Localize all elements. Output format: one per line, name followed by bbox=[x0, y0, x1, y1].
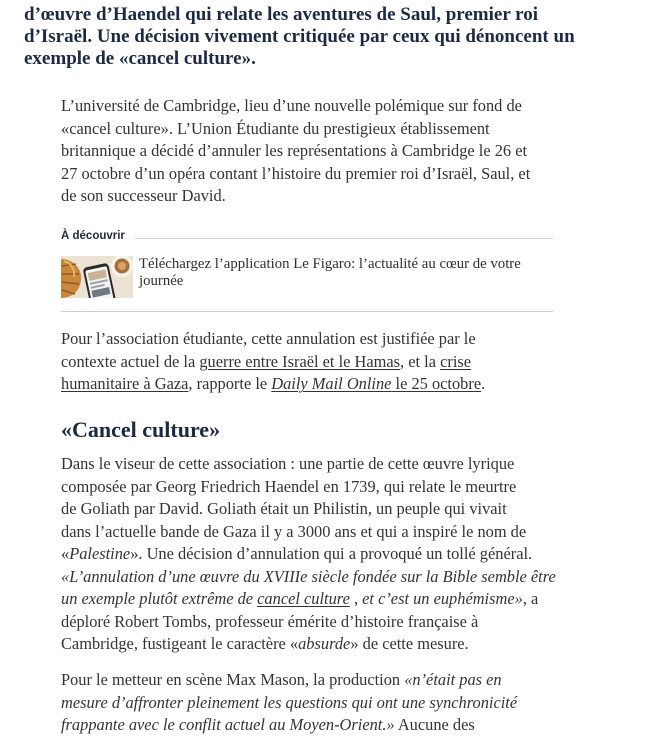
paragraph-line: de son successeur David. bbox=[61, 186, 226, 205]
paragraph-line bbox=[61, 351, 485, 374]
quote-segment: «n’était pas en bbox=[404, 670, 502, 689]
paragraph-line: L’université de Cambridge, lieu d’une nouvelle polémique sur fond de bbox=[61, 96, 522, 115]
paragraph-line bbox=[61, 714, 517, 737]
text-segment: Pour le metteur en scène Max Mason, la production bbox=[61, 670, 405, 689]
paragraph-line bbox=[61, 588, 556, 611]
paragraph-line bbox=[61, 328, 485, 351]
quote-segment: , et c’est un euphémisme» bbox=[349, 589, 523, 608]
app-promo-thumbnail[interactable] bbox=[61, 256, 133, 298]
lede-line: d’Israël. Une décision vivement critiquée par ceux qui dénoncent un bbox=[24, 26, 575, 47]
paragraph-context bbox=[61, 328, 485, 396]
text-segment: , rapporte le bbox=[188, 374, 272, 393]
text-segment: de Goliath par David. Goliath était un Philistin, un peuple qui vivait bbox=[61, 499, 507, 518]
text-segment: « bbox=[61, 544, 70, 563]
link-crise-humanitaire-gaza[interactable]: humanitaire à Gaza bbox=[61, 374, 189, 393]
paragraph-line bbox=[61, 373, 485, 396]
text-segment: dans l’actuelle bande de Gaza il y a 3000 ans et qui a inspiré le nom de bbox=[61, 521, 527, 541]
paragraph-line bbox=[61, 498, 556, 521]
paragraph-line bbox=[61, 669, 517, 692]
paragraph-line bbox=[61, 692, 517, 715]
text-segment: , et la bbox=[400, 351, 441, 371]
link-source-name[interactable]: Daily Mail Online bbox=[271, 374, 392, 393]
lede-line: exemple de «cancel culture». bbox=[24, 48, 256, 69]
paragraph-line bbox=[61, 521, 556, 544]
paragraph-line bbox=[61, 543, 556, 566]
text-segment: composée par Georg Friedrich Haendel en 1739, qui relate le meurtre bbox=[61, 476, 517, 496]
link-daily-mail-online[interactable] bbox=[271, 374, 481, 393]
app-promo-photo bbox=[61, 256, 133, 298]
text-segment: » de cette mesure. bbox=[350, 634, 469, 653]
section-heading: «Cancel culture» bbox=[61, 417, 221, 442]
paragraph-line bbox=[61, 476, 556, 499]
discover-label: À découvrir bbox=[61, 230, 125, 242]
link-guerre-israel-hamas[interactable]: guerre entre Israël et le Hamas bbox=[199, 351, 401, 371]
discover-card-link[interactable] bbox=[61, 256, 553, 298]
text-segment: Aucune des bbox=[394, 715, 475, 734]
quote-segment: «L’annulation d’une œuvre du XVIIIe siècle fondée sur la Bible semble être bbox=[61, 566, 556, 586]
link-crise-humanitaire-gaza[interactable]: crise bbox=[440, 351, 472, 371]
quote-segment: un exemple plutôt extrême de bbox=[61, 589, 258, 608]
article-lede bbox=[24, 4, 575, 70]
text-segment: Dans le viseur de cette association : une partie de cette œuvre lyrique bbox=[61, 454, 515, 473]
paragraph-line: «cancel culture». L’Union Étudiante du prestigieux établissement bbox=[61, 118, 490, 138]
italic-term: absurde bbox=[298, 634, 351, 653]
paragraph-line: 27 octobre d’un opéra contant l’histoire du premier roi d’Israël, Saul, et bbox=[61, 163, 531, 183]
link-source-date[interactable]: le 25 octobre bbox=[391, 374, 482, 393]
text-segment: , a bbox=[522, 589, 539, 608]
paragraph-line bbox=[61, 611, 556, 634]
text-segment: contexte actuel de la bbox=[61, 351, 200, 371]
quote-segment: frappante avec le conflit actuel au Moyen-Orient.» bbox=[61, 715, 395, 734]
text-segment: Cambridge, fustigeant le caractère « bbox=[61, 634, 299, 653]
quote-segment: mesure d’affronter pleinement les questions qui ont une synchronicité bbox=[61, 692, 518, 712]
paragraph-line bbox=[61, 633, 556, 656]
paragraph-intro bbox=[61, 95, 530, 208]
card-title-line[interactable]: Téléchargez l’application Le Figaro: l’actualité au cœur de votre bbox=[139, 256, 521, 272]
discover-divider-top bbox=[135, 238, 553, 239]
paragraph-detail bbox=[61, 453, 556, 656]
paragraph-line: britannique a décidé d’annuler les représentations à Cambridge le 26 et bbox=[61, 141, 528, 160]
discover-divider-bottom bbox=[61, 311, 553, 312]
paragraph-director bbox=[61, 669, 517, 737]
link-cancel-culture[interactable]: cancel culture bbox=[257, 589, 350, 608]
card-title-line[interactable]: journée bbox=[139, 273, 184, 289]
discover-card-title[interactable] bbox=[139, 256, 521, 290]
text-segment: déploré Robert Tombs, professeur émérite d’histoire française à bbox=[61, 611, 479, 631]
text-segment: Pour l’association étudiante, cette annulation est justifiée par le bbox=[61, 329, 476, 348]
italic-term: Palestine bbox=[69, 544, 131, 563]
lede-line: d’œuvre d’Haendel qui relate les aventures de Saul, premier roi bbox=[24, 4, 539, 25]
paragraph-line bbox=[61, 453, 556, 476]
paragraph-line bbox=[61, 566, 556, 589]
text-segment: . bbox=[481, 374, 486, 393]
text-segment: ». Une décision d’annulation qui a provoqué un tollé général. bbox=[130, 544, 533, 563]
